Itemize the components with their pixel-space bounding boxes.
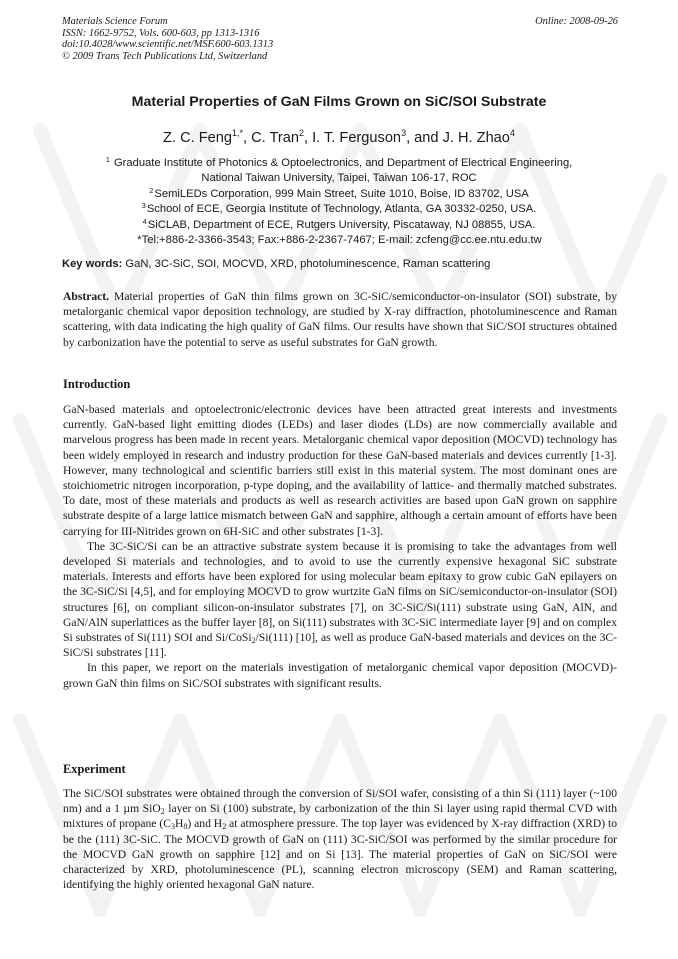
contact-text: *Tel:+886-2-3366-3543; Fax:+886-2-2367-7467; E-mail: zcfeng@cc.ee.ntu.edu.tw [137, 234, 542, 247]
subscript: 8 [183, 822, 188, 832]
affiliation [0, 202, 678, 217]
paragraph-text: layer on Si (100) substrate, by carbonization of the thin Si layer using rapid thermal CVD with mixtures of propane (C [63, 802, 618, 831]
journal-info [62, 16, 273, 62]
abstract-label: Abstract. [63, 290, 110, 303]
online-date: Online: 2008-09-26 [535, 16, 618, 27]
keywords-label: Key words: [62, 258, 123, 270]
affiliation-mark: 1 [105, 155, 110, 164]
paper-title: Material Properties of GaN Films Grown on SiC/SOI Substrate [131, 94, 547, 110]
journal-name: Materials Science Forum [62, 16, 168, 27]
paragraph-text: ) and H [187, 817, 223, 831]
paragraph: GaN-based materials and optoelectronic/electronic devices have been attracted great interests and investments currently. GaN-based light emitting diodes (LEDs) and laser diodes (LDs) are now commercially available and marvelous progress has been made in recent years. Metalorganic chemical vapor deposition (MOCVD) technology has been widely employed in research and industry production for these GaN-based materials and devices currently [1-3]. However, many technological and scientific barriers still exist in this material system. The most dominant ones are stoichiometric nitrogen incorporation, p-type doping, and the availability of lattice- and thermally matched substrates. To date, most of these materials and products as well as research activities are based upon GaN grown on sapphire substrate despite of a large lattice mismatch between GaN and sapphire, although a certain amount of efforts have been carrying for III-Nitrides grown on 6H-SiC and other substrates [1-3]. [63, 403, 617, 538]
affiliation [0, 187, 678, 202]
contact-info [0, 233, 678, 248]
subscript: 2 [160, 807, 165, 817]
abstract [63, 289, 617, 350]
paragraph-text: at atmosphere pressure. The top layer was evidenced by X-ray diffraction (XRD) to be the (111) 3C-SiC. The MOCVD growth of GaN on (111) 3C-SiC/SOI was performed by the similar procedure for the MOCVD GaN growth on sapphire [12] and on Si [13]. The material properties of GaN on SiC/SOI were characterized by XRD, photoluminescence (PL), scanning electron microscopy (SEM) and Raman scattering, identifying the highly oriented hexagonal GaN nature. [63, 817, 618, 892]
author-name: I. T. Ferguson [312, 130, 402, 146]
author-name: J. H. Zhao [442, 130, 510, 146]
author-affil-mark: 1,* [231, 128, 243, 138]
affiliation-mark: 2 [149, 185, 154, 195]
abstract-text: Material properties of GaN thin films grown on 3C-SiC/semiconductor-on-insulator (SOI) substrate, by metalorganic chemical vapor deposition technology, are studied by X-ray diffraction, photoluminescence and Raman scattering, with data indicating the high quality of GaN films. Our results have shown that SiC/SOI structures obtained by carbonization have the potential to serve as useful substrates for GaN growth. [63, 290, 617, 349]
author-list [0, 130, 678, 146]
subscript: 3 [170, 822, 175, 832]
paragraph-text: H [174, 817, 184, 831]
experiment-heading: Experiment [63, 762, 126, 776]
author-separator: , [243, 130, 252, 146]
author-affil-mark: 4 [509, 128, 515, 138]
issn: ISSN: 1662-9752, Vols. 600-603, pp 1313-1316 [62, 27, 260, 39]
paragraph [63, 539, 617, 661]
paragraph [63, 786, 617, 892]
paragraph-text: The 3C-SiC/Si can be an attractive substrate system because it is promising to take the advantages from well developed Si materials and technologies, and to avoid to use the currently expensive hexagonal SiC substrate materials. Interests and efforts have been explored for using molecular beam epitaxy to grow cubic GaN epilayers on the 3C-SiC/Si [4,5], and for employing MOCVD to grow wurtzite GaN films on SiC/semiconductor-on-insulator (SOI) structures [6], on compliant silicon-on-insulator substrates [7], on 3C-SiC/Si(111) substrate using GaN, AlN, and GaN/AlN superlattices as the buffer layer [8], on Si(111) substrates with 3C-SiC intermediate layer [9] and on complex Si substrates of Si(111) SOI and Si/CoSi [63, 539, 617, 645]
paragraph: In this paper, we report on the materials investigation of metalorganic chemical vapor deposition (MOCVD)-grown GaN thin films on SiC/SOI substrates with significant results. [63, 661, 617, 690]
affiliation-continued: National Taiwan University, Taipei, Taiwan 106-17, ROC [201, 172, 477, 185]
affiliation [0, 156, 678, 171]
keywords-text: GaN, 3C-SiC, SOI, MOCVD, XRD, photoluminescence, Raman scattering [125, 258, 491, 270]
introduction-heading: Introduction [63, 377, 131, 391]
author-separator: , and [406, 130, 443, 146]
author-affil-mark: 3 [401, 128, 407, 138]
keywords [62, 258, 490, 270]
paragraph-text: The SiC/SOI substrates were obtained through the conversion of Si/SOI wafer, consisting of a thin Si (111) layer (~100 nm) and a 1 µm SiO [63, 787, 617, 816]
subscript: 2 [251, 636, 256, 646]
affiliation-mark: 4 [142, 216, 147, 226]
affiliation-mark: 3 [141, 201, 146, 211]
doi: doi:10.4028/www.scientific.net/MSF.600-603.1313 [62, 39, 274, 51]
author-affil-mark: 2 [298, 128, 304, 138]
author-separator: , [303, 130, 313, 146]
subscript: 2 [222, 822, 227, 832]
affiliation-text: SemiLEDs Corporation, 999 Main Street, Suite 1010, Boise, ID 83702, USA [154, 187, 529, 200]
affiliation-text: School of ECE, Georgia Institute of Technology, Atlanta, GA 30332-0250, USA. [146, 203, 537, 216]
copyright: © 2009 Trans Tech Publications Ltd, Switzerland [62, 50, 268, 62]
author-name: C. Tran [251, 130, 299, 146]
experiment-body [63, 786, 617, 892]
author-name: Z. C. Feng [163, 130, 232, 146]
introduction-body [63, 402, 617, 691]
affiliation [0, 218, 678, 233]
paragraph-text: /Si(111) [10], as well as produce GaN-based materials and devices on the 3C-SiC/Si substrates [11]. [63, 631, 618, 660]
affiliations [0, 156, 678, 248]
affiliation-text: Graduate Institute of Photonics & Optoelectronics, and Department of Electrical Engineering, [113, 157, 573, 169]
affiliation-text: SiCLAB, Department of ECE, Rutgers University, Piscataway, NJ 08855, USA. [147, 218, 536, 231]
